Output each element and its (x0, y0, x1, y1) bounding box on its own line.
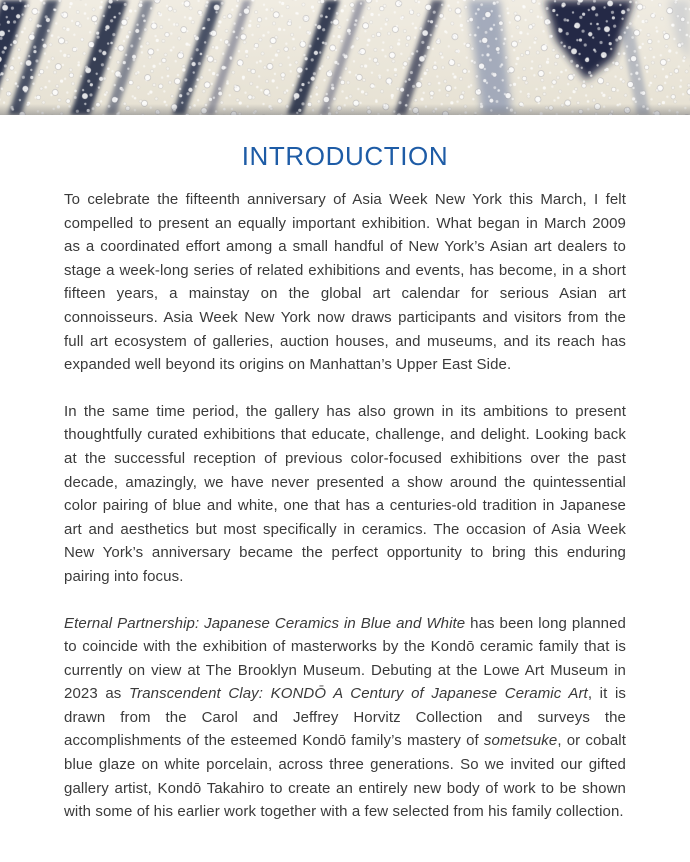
text-run: has been long planned to coincide with the exhibition of masterworks by the Kondō ceramic family that is currently on view at The Brooklyn Museum. Debuting at the Lowe Art Museum in 2023 as (64, 614, 627, 703)
header-photo (0, 0, 690, 115)
paragraph (64, 188, 626, 377)
italic-text: Transcendent Clay: KONDŌ A Century of Japanese Ceramic Art (128, 685, 588, 703)
text-run: , it is drawn from the Carol and Jeffrey Horvitz Collection and surveys the accomplishments of the esteemed Kondō family’s mastery of (64, 685, 626, 750)
italic-text: Eternal Partnership: Japanese Ceramics in Blue and White (64, 614, 466, 632)
italic-text: sometsuke (483, 732, 558, 750)
document-body (0, 141, 690, 824)
page-title: INTRODUCTION (241, 141, 449, 171)
text-run: In the same time period, the gallery has also grown in its ambitions to present thoughtfully curated exhibitions that educate, challenge, and delight. Looking back at the successful reception of previous color-focused exhibitions over the past decade, amazingly, we have never presented a show around the quintessential color pairing of blue and white, one that has a centuries-old tradition in Japanese art and aesthetics but most specifically in ceramics. The occasion of Asia Week New York’s anniversary became the perfect opportunity to bring this enduring pairing into focus. (64, 402, 626, 585)
paragraph (64, 612, 626, 824)
introduction-text (64, 188, 626, 824)
ceramic-texture-image (0, 0, 690, 115)
text-run: To celebrate the fifteenth anniversary of Asia Week New York this March, I felt compelled to present an equally important exhibition. What began in March 2009 as a coordinated effort among a small handful of New York’s Asian art dealers to stage a week-long series of related exhibitions and events, has become, in a short fifteen years, a mainstay on the global art calendar for serious Asian art connoisseurs. Asia Week New York now draws participants and visitors from the full art ecosystem of galleries, auction houses, and museums, and its reach has expanded well beyond its origins on Manhattan’s Upper East Side. (64, 191, 626, 374)
text-run: , or cobalt blue glaze on white porcelain, across three generations. So we invited our gifted gallery artist, Kondō Takahiro to create an entirely new body of work to be shown with some of his earlier work together with a few selected from his family collection. (64, 732, 627, 821)
paragraph (64, 400, 626, 589)
